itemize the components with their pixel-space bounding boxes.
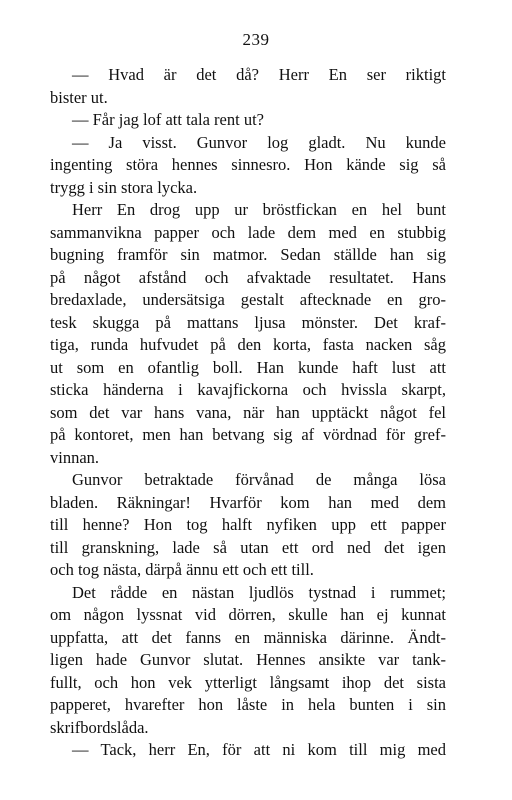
text-line: och tog nästa, därpå ännu ett och ett till. — [50, 560, 314, 579]
text-line: tiga, runda hufvudet på den korta, fasta nacken såg — [50, 335, 446, 354]
text-line: till granskning, lade så utan ett ord ned det igen — [50, 537, 446, 557]
text-line: sammanvikna papper och lade dem med en stubbig — [50, 222, 446, 242]
text-line: ligen hade Gunvor slutat. Hennes ansikte var tank- — [50, 650, 446, 669]
text-line: fullt, och hon vek ytterligt långsamt ihop det sista — [50, 672, 446, 692]
text-line: Det rådde en nästan ljudlös tystnad i rummet; — [72, 582, 446, 602]
text-line: till henne? Hon tog halft nyfiken upp ett papper — [50, 515, 446, 534]
text-line: Gunvor betraktade förvånad de många lösa — [72, 470, 446, 489]
page-number: 239 — [242, 30, 270, 49]
body-text — [50, 64, 446, 762]
text-line: bredaxlade, undersätsiga gestalt aftecknade en gro- — [50, 290, 446, 309]
text-line: bladen. Räkningar! Hvarför kom han med dem — [50, 492, 446, 512]
text-line: ut som en ofantlig boll. Han kunde haft lust att — [50, 357, 446, 377]
text-line: bister ut. — [50, 87, 108, 107]
text-line: — Tack, herr En, för att ni kom till mig med — [72, 740, 446, 759]
text-line: Herr En drog upp ur bröstfickan en hel bunt — [72, 200, 446, 219]
text-line: på kontoret, men han betvang sig af vördnad för gref- — [50, 425, 446, 444]
text-line: — Hvad är det då? Herr En ser riktigt — [72, 65, 446, 84]
text-line: som det var hans vana, när han upptäckt något fel — [50, 402, 446, 422]
text-line: vinnan. — [50, 447, 100, 467]
text-line: tesk skugga på mattans ljusa mönster. Det kraf- — [50, 312, 446, 332]
text-line: trygg i sin stora lycka. — [50, 177, 198, 197]
text-line: bugning framför sin matmor. Sedan ställde han sig — [50, 245, 446, 264]
text-line: papperet, hvarefter hon låste in hela bunten i sin — [50, 695, 446, 714]
text-line: sticka händerna i kavajfickorna och hvissla skarpt, — [50, 380, 446, 399]
text-line: — Får jag lof att tala rent ut? — [72, 110, 264, 129]
text-line: uppfatta, att det fanns en människa därinne. Ändt- — [50, 627, 446, 647]
text-line: ingenting störa hennes sinnesro. Hon kände sig så — [50, 155, 446, 174]
text-line: — Ja visst. Gunvor log gladt. Nu kunde — [72, 132, 446, 152]
text-line: på något afstånd och afvaktade resultatet. Hans — [50, 267, 446, 287]
text-line: om någon lyssnat vid dörren, skulle han ej kunnat — [50, 605, 446, 624]
text-line: skrifbordslåda. — [50, 717, 149, 737]
